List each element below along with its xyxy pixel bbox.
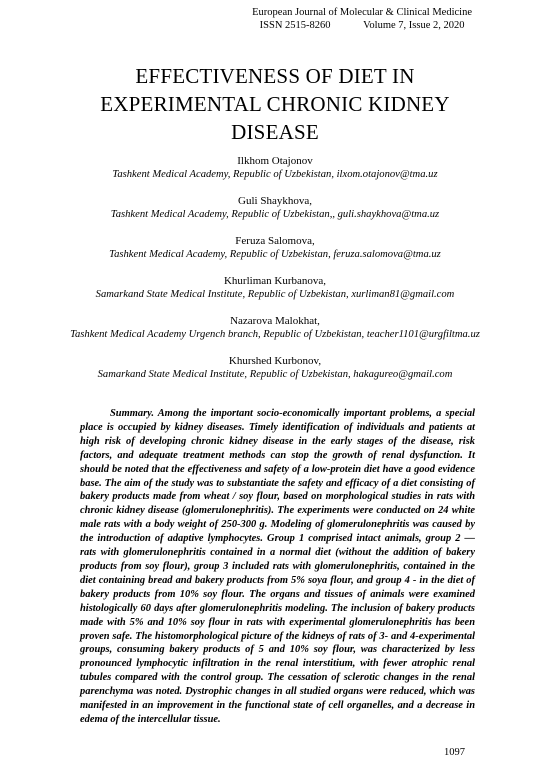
author-block: [40, 354, 510, 382]
author-name: Khurliman Kurbanova,: [223, 275, 327, 287]
journal-name: European Journal of Molecular & Clinical Medicine: [252, 7, 472, 18]
issn: ISSN 2515-8260: [259, 20, 331, 31]
author-name: Feruza Salomova,: [235, 235, 315, 247]
author-affiliation: Tashkent Medical Academy, Republic of Uzbekistan, feruza.salomova@tma.uz: [109, 249, 441, 260]
journal-header: [252, 6, 472, 32]
author-affiliation: Tashkent Medical Academy, Republic of Uzbekistan,, guli.shaykhova@tma.uz: [110, 209, 440, 220]
author-affiliation: Tashkent Medical Academy Urgench branch, Republic of Uzbekistan, teacher1101@urgfiltma.uz: [70, 329, 480, 340]
volume-issue: Volume 7, Issue 2, 2020: [363, 20, 465, 31]
author-block: [40, 274, 510, 302]
author-block: [40, 194, 510, 222]
author-name: Ilkhom Otajonov: [237, 155, 313, 167]
abstract-paragraph: Summary. Among the important socio-economically important problems, a special place is occupied by kidney diseases. Timely identification of individuals and patients at high risk of developing chronic kidney disease in the early stages of the disease, risk factors, and adequate treatment methods can stop the growth of renal dysfunction. It should be noted that the effectiveness and safety of a low-protein diet have a good evidence base. The aim of the study was to substantiate the safety and efficacy of a diet consisting of bakery products made from wheat / soy flour, based on morphological studies in rats with chronic kidney disease (glomerulonephritis). The experiments were conducted on 24 white male rats with a body weight of 250-300 g. Modeling of glomerulonephritis was caused by the introduction of adaptive lymphocytes. Group 1 comprised intact animals, group 2 — rats with glomerulonephritis contained in a normal diet (without the addition of bakery products from soy flour), group 3 included rats with glomerulonephritis, contained in the diet containing bread and bakery products from 5% soya flour, and group 4 - in the diet of bakery products from 10% soy flour. The organs and tissues of animals were examined histologically 60 days after glomerulonephritis modeling. The inclusion of bakery products made with 5% and 10% soy flour in rats with experimental glomerulonephritis has been proven safe. The histomorphological picture of the kidneys of rats of 3- and 4-experimental groups, consuming bakery products of 5 and 10% soy flour, was characterized by less pronounced lymphocytic infiltration in the renal interstitium, with fewer atrophic renal tubules compared with the control group. The cessation of sclerotic changes in the renal parenchyma was noted. Dystrophic changes in all studied organs were reduced, which was manifested in an improvement in the functional state of cell organelles, and a decrease in edema of the intercellular tissue.: [80, 408, 475, 725]
paper-title: EFFECTIVENESS OF DIET IN EXPERIMENTAL CHRONIC KIDNEY DISEASE: [100, 64, 450, 144]
author-affiliation: Samarkand State Medical Institute, Republic of Uzbekistan, xurliman81@gmail.com: [95, 289, 455, 300]
issn-volume-line: [252, 19, 472, 32]
author-block: [40, 154, 510, 182]
author-name: Nazarova Malokhat,: [230, 315, 320, 327]
author-affiliation: Samarkand State Medical Institute, Republic of Uzbekistan, hakagureo@gmail.com: [97, 369, 453, 380]
page-number: 1097: [444, 747, 465, 758]
author-list: [40, 154, 510, 394]
author-name: Guli Shaykhova,: [238, 195, 312, 207]
author-affiliation: Tashkent Medical Academy, Republic of Uzbekistan, ilxom.otajonov@tma.uz: [112, 169, 438, 180]
author-name: Khurshed Kurbonov,: [228, 355, 322, 367]
author-block: [40, 314, 510, 342]
author-block: [40, 234, 510, 262]
